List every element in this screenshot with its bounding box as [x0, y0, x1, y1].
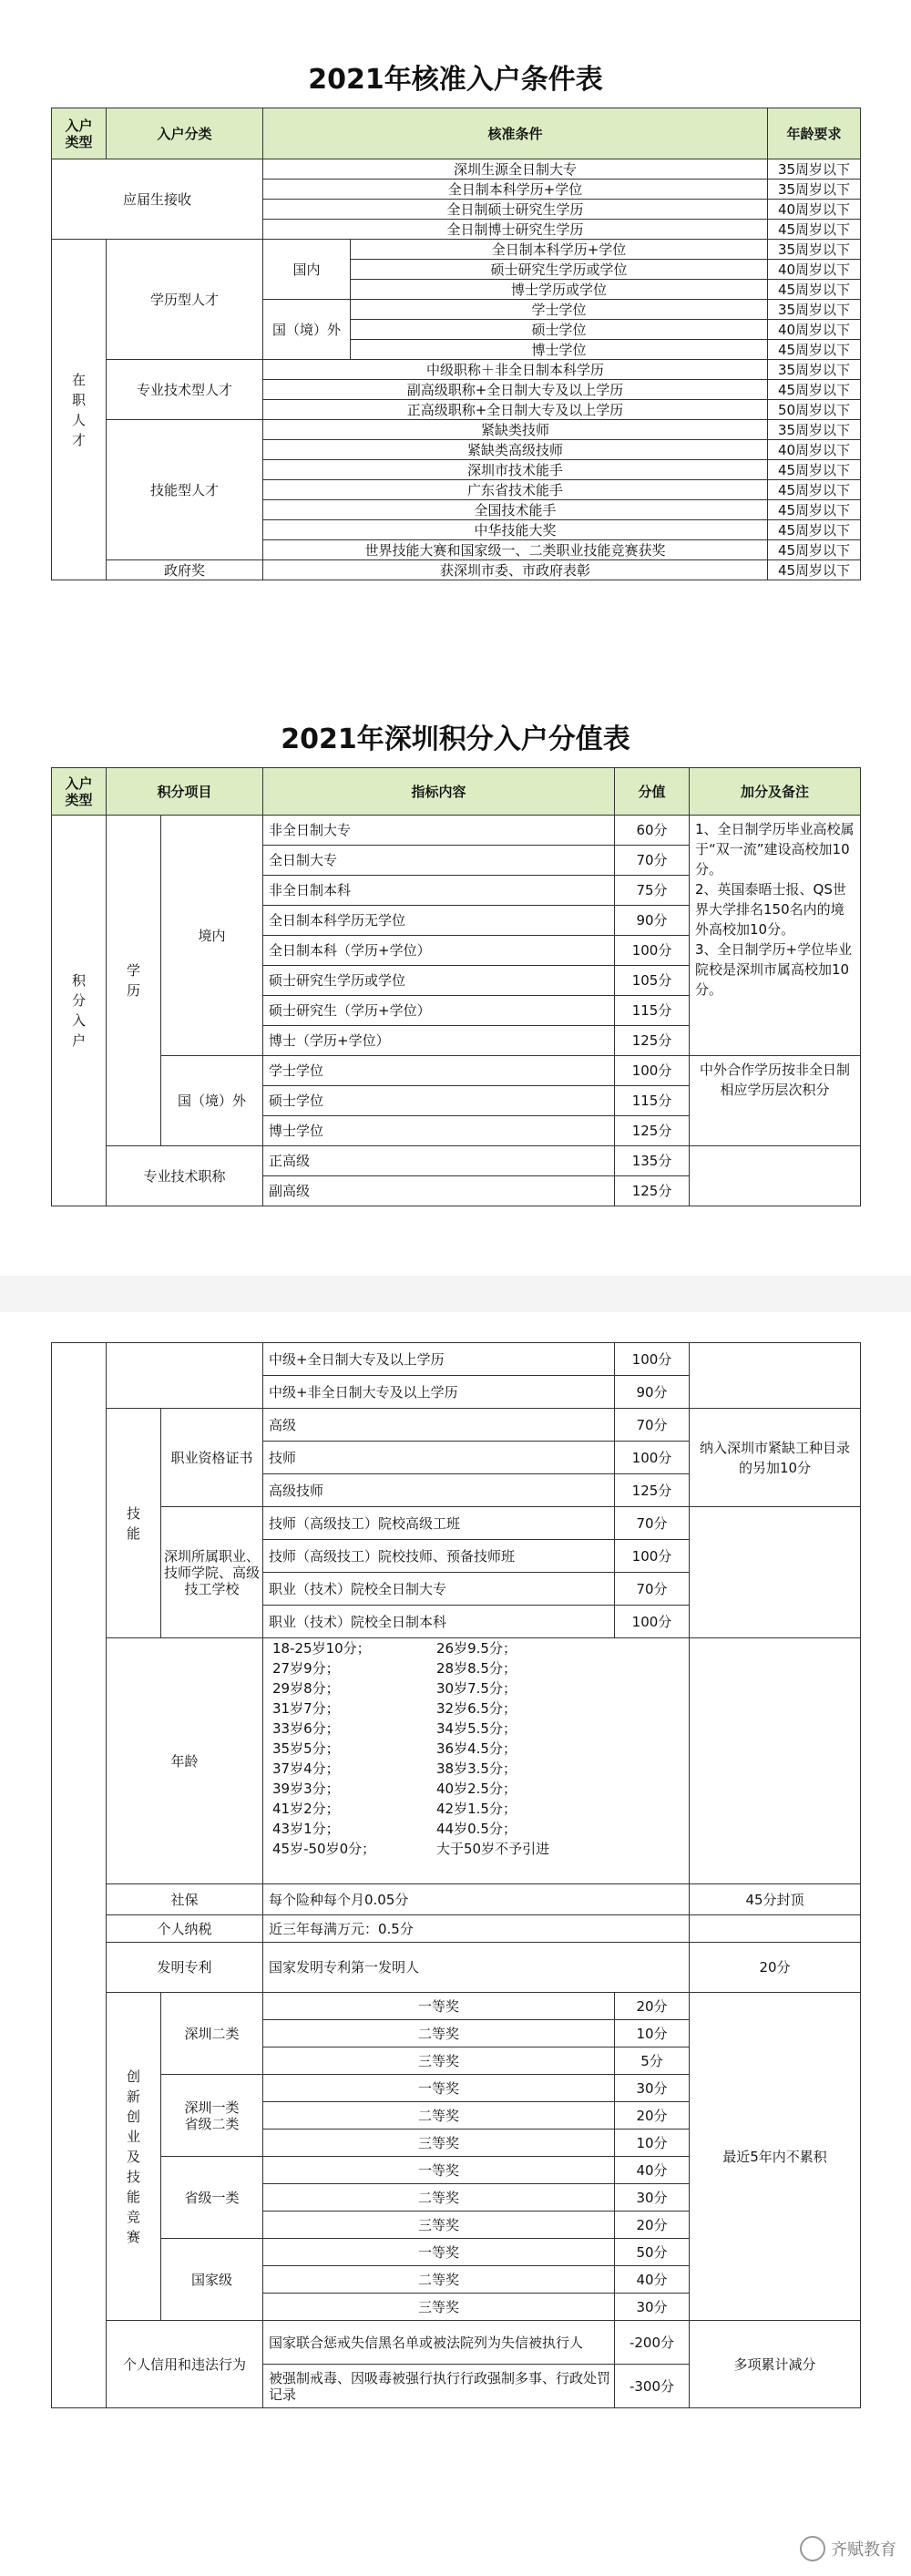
t2-header-content: 指标内容 [263, 768, 615, 816]
t3-award: 三等奖 [263, 2294, 615, 2321]
t3-sz1: 深圳一类 省级二类 [161, 2075, 263, 2157]
t3-score: 10分 [615, 2020, 690, 2047]
t3-content: 高级技师 [263, 1474, 615, 1507]
t2-score: 125分 [615, 1176, 690, 1206]
t2-score: 60分 [615, 816, 690, 846]
t2-content: 副高级 [263, 1176, 615, 1206]
t1-age: 35周岁以下 [768, 300, 861, 320]
age-item: 42岁1.5分； [436, 1801, 517, 1817]
t3-content: 职业（技术）院校全日制本科 [263, 1606, 615, 1638]
age-item: 32岁6.5分； [436, 1700, 517, 1717]
t3-prov1: 省级一类 [161, 2157, 263, 2239]
t3-skill: 技能 [107, 1409, 161, 1638]
t1-header-condition: 核准条件 [263, 108, 768, 159]
t3-award: 二等奖 [263, 2266, 615, 2294]
t2-score: 100分 [615, 1056, 690, 1086]
t3-content: 高级 [263, 1409, 615, 1442]
t1-age: 45周岁以下 [768, 480, 861, 500]
t1-gov-cat: 政府奖 [107, 560, 263, 580]
t3-score: 100分 [615, 1442, 690, 1474]
age-item: 31岁7分； [272, 1700, 340, 1717]
t3-credit: 个人信用和违法行为 [107, 2321, 263, 2408]
t1-skill-cat: 技能型人才 [107, 420, 263, 560]
t3-score-empty [690, 1915, 861, 1943]
t1-cond: 中华技能大奖 [263, 520, 768, 540]
t3-score: 30分 [615, 2075, 690, 2102]
t1-cond: 全日制本科学历+学位 [351, 240, 768, 260]
t1-cond: 获深圳市委、市政府表彰 [263, 560, 768, 580]
t1-age: 45周岁以下 [768, 380, 861, 400]
t2-score: 115分 [615, 1086, 690, 1116]
age-item: 44岁0.5分； [436, 1821, 517, 1837]
t2-score: 125分 [615, 1026, 690, 1056]
t3-score: 100分 [615, 1343, 690, 1376]
t3-score: 70分 [615, 1507, 690, 1540]
t2-note2: 中外合作学历按非全日制相应学历层次积分 [690, 1056, 861, 1146]
t2-content: 非全日制大专 [263, 816, 615, 846]
t3-content: 技师（高级技工）院校高级工班 [263, 1507, 615, 1540]
t2-score: 70分 [615, 846, 690, 876]
t3-award: 二等奖 [263, 2020, 615, 2047]
t1-cond: 全日制硕士研究生学历 [263, 200, 768, 220]
t1-pro-cat: 专业技术型人才 [107, 360, 263, 420]
t3-age-scores [263, 1638, 690, 1884]
t2-header-item: 积分项目 [107, 768, 263, 816]
t1-header-age: 年龄要求 [768, 108, 861, 159]
t2-edu: 学历 [107, 816, 161, 1146]
t3-patent-text: 国家发明专利第一发明人 [263, 1943, 690, 1993]
t2-content: 博士（学历+学位） [263, 1026, 615, 1056]
t2-content: 全日制本科（学历+学位） [263, 936, 615, 966]
table1 [51, 108, 861, 580]
age-left [272, 1638, 436, 1859]
t2-score: 100分 [615, 936, 690, 966]
t1-cond: 广东省技术能手 [263, 480, 768, 500]
age-item: 36岁4.5分； [436, 1740, 517, 1757]
t1-age: 35周岁以下 [768, 240, 861, 260]
t3-score: 20分 [615, 1993, 690, 2020]
t1-cond: 中级职称＋非全日制本科学历 [263, 360, 768, 380]
table2 [51, 767, 861, 1206]
age-item: 28岁8.5分； [436, 1660, 517, 1677]
t3-content: 国家联合惩戒失信黑名单或被法院列为失信被执行人 [263, 2321, 615, 2365]
t3-score: 100分 [615, 1540, 690, 1573]
t3-type-cont [52, 1343, 107, 2408]
age-item: 26岁9.5分； [436, 1640, 517, 1657]
t2-content: 博士学位 [263, 1116, 615, 1146]
wechat-logo-icon [800, 2536, 825, 2561]
t3-age: 年龄 [107, 1638, 263, 1884]
t2-note1: 1、全日制学历毕业高校属于“双一流”建设高校加10分。 2、英国泰晤士报、QS世界大学排名150名内的境外高校加10分。 3、全日制学历+学位毕业院校是深圳市属高校加10分。 [690, 816, 861, 1056]
t3-award: 一等奖 [263, 2075, 615, 2102]
t3-score: -200分 [615, 2321, 690, 2365]
t3-score: 20分 [615, 2212, 690, 2239]
t1-cond: 紧缺类技师 [263, 420, 768, 440]
t1-cond: 全国技术能手 [263, 500, 768, 520]
t3-score-empty [690, 1638, 861, 1884]
t1-domestic: 国内 [263, 240, 351, 300]
t2-content: 硕士研究生（学历+学位） [263, 996, 615, 1026]
t3-content: 中级+全日制大专及以上学历 [263, 1343, 615, 1376]
t3-score: 30分 [615, 2294, 690, 2321]
age-item: 34岁5.5分； [436, 1720, 517, 1737]
t3-score: 70分 [615, 1573, 690, 1606]
t3-social: 社保 [107, 1884, 263, 1915]
t3-content: 职业（技术）院校全日制大专 [263, 1573, 615, 1606]
t1-foreign: 国（境）外 [263, 300, 351, 360]
t2-content: 全日制本科学历无学位 [263, 906, 615, 936]
age-item: 35岁5分； [272, 1740, 340, 1757]
t2-note-empty [690, 1146, 861, 1206]
t2-score: 125分 [615, 1116, 690, 1146]
t3-award: 一等奖 [263, 1993, 615, 2020]
t1-age: 45周岁以下 [768, 220, 861, 240]
t2-score: 105分 [615, 966, 690, 996]
age-item: 43岁1分； [272, 1821, 340, 1837]
t2-content: 非全日制本科 [263, 876, 615, 906]
t1-cond: 博士学位 [351, 340, 768, 360]
t3-score: 10分 [615, 2130, 690, 2157]
t1-age: 40周岁以下 [768, 200, 861, 220]
age-item: 30岁7.5分； [436, 1680, 517, 1697]
t3-tax-text: 近三年每满万元：0.5分 [263, 1915, 690, 1943]
t3-tax: 个人纳税 [107, 1915, 263, 1943]
t3-innov: 创新创业及技能竞赛 [107, 1993, 161, 2321]
t2-foreign: 国（境）外 [161, 1056, 263, 1146]
t3-score: 30分 [615, 2184, 690, 2212]
t2-domestic: 境内 [161, 816, 263, 1056]
t3-social-note: 45分封顶 [690, 1884, 861, 1915]
t1-employed-type: 在职人才 [52, 240, 107, 580]
t1-age: 45周岁以下 [768, 500, 861, 520]
t1-cond: 世界技能大赛和国家级一、二类职业技能竞赛获奖 [263, 540, 768, 560]
table1-title: 2021年核准入户条件表 [308, 64, 603, 96]
t2-header-type: 入户 类型 [52, 768, 107, 816]
t1-header-category: 入户分类 [107, 108, 263, 159]
t3-note-empty [690, 1343, 861, 1409]
t3-patent: 发明专利 [107, 1943, 263, 1993]
t2-content: 全日制大专 [263, 846, 615, 876]
t3-score: -300分 [615, 2365, 690, 2408]
t2-content: 硕士学位 [263, 1086, 615, 1116]
age-item: 37岁4分； [272, 1760, 340, 1777]
t1-edu-cat: 学历型人才 [107, 240, 263, 360]
t3-award: 一等奖 [263, 2239, 615, 2266]
t3-award: 二等奖 [263, 2102, 615, 2130]
t1-header-type: 入户 类型 [52, 108, 107, 159]
watermark-text: 齐赋教育 [831, 2540, 896, 2560]
t1-cond: 副高级职称+全日制大专及以上学历 [263, 380, 768, 400]
t1-cond: 紧缺类高级技师 [263, 440, 768, 460]
t3-sz2: 深圳二类 [161, 1993, 263, 2075]
t2-header-score: 分值 [615, 768, 690, 816]
t2-content: 学士学位 [263, 1056, 615, 1086]
t1-age: 40周岁以下 [768, 320, 861, 340]
t3-social-text: 每个险种每个月0.05分 [263, 1884, 690, 1915]
age-item: 39岁3分； [272, 1781, 340, 1797]
t3-score: 20分 [615, 2102, 690, 2130]
age-item: 38岁3.5分； [436, 1760, 517, 1777]
t3-score: 125分 [615, 1474, 690, 1507]
t1-age: 50周岁以下 [768, 400, 861, 420]
t3-innov-note: 最近5年内不累积 [690, 1993, 861, 2321]
t3-nat: 国家级 [161, 2239, 263, 2321]
t3-award: 二等奖 [263, 2184, 615, 2212]
t3-title-cont [107, 1343, 263, 1409]
t1-age: 45周岁以下 [768, 460, 861, 480]
t3-score: 5分 [615, 2047, 690, 2075]
t3-award: 三等奖 [263, 2212, 615, 2239]
t1-age: 45周岁以下 [768, 540, 861, 560]
t1-age: 35周岁以下 [768, 420, 861, 440]
t3-score: 50分 [615, 2239, 690, 2266]
t1-age: 45周岁以下 [768, 560, 861, 580]
t1-cond: 硕士研究生学历或学位 [351, 260, 768, 280]
t1-age: 40周岁以下 [768, 440, 861, 460]
t3-score: 40分 [615, 2157, 690, 2184]
t3-score: 40分 [615, 2266, 690, 2294]
t1-cond: 深圳生源全日制大专 [263, 159, 768, 180]
age-item: 33岁6分； [272, 1720, 340, 1737]
watermark [800, 2536, 896, 2561]
t3-school: 深圳所属职业、技师学院、高级技工学校 [161, 1507, 263, 1638]
t3-score: 100分 [615, 1606, 690, 1638]
age-item: 27岁9分； [272, 1660, 340, 1677]
page-gap [0, 1276, 911, 1312]
t3-patent-score: 20分 [690, 1943, 861, 1993]
table3 [51, 1342, 861, 2408]
t1-age: 35周岁以下 [768, 180, 861, 200]
t1-cond: 学士学位 [351, 300, 768, 320]
t3-cert-note: 纳入深圳市紧缺工种目录的另加10分 [690, 1409, 861, 1507]
t1-age: 45周岁以下 [768, 340, 861, 360]
t1-cond: 硕士学位 [351, 320, 768, 340]
t1-cond: 全日制博士研究生学历 [263, 220, 768, 240]
t3-note-empty [690, 1507, 861, 1638]
age-item: 40岁2.5分； [436, 1781, 517, 1797]
t3-content: 技师 [263, 1442, 615, 1474]
t2-header-note: 加分及备注 [690, 768, 861, 816]
t3-cert: 职业资格证书 [161, 1409, 263, 1507]
t1-age: 45周岁以下 [768, 280, 861, 300]
t1-age: 40周岁以下 [768, 260, 861, 280]
t3-content: 中级+非全日制大专及以上学历 [263, 1376, 615, 1409]
t2-content: 硕士研究生学历或学位 [263, 966, 615, 996]
t2-type: 积分入户 [52, 816, 107, 1206]
t1-age: 35周岁以下 [768, 360, 861, 380]
table2-title: 2021年深圳积分入户分值表 [281, 724, 630, 755]
age-item: 45岁-50岁0分； [272, 1841, 376, 1857]
t2-score: 115分 [615, 996, 690, 1026]
t3-score: 90分 [615, 1376, 690, 1409]
t3-content: 被强制戒毒、因吸毒被强行执行行政强制多事、行政处罚记录 [263, 2365, 615, 2408]
age-right [436, 1638, 549, 1859]
t1-fresh-grad: 应届生接收 [52, 159, 263, 240]
t3-credit-note: 多项累计减分 [690, 2321, 861, 2408]
age-item: 41岁2分； [272, 1801, 340, 1817]
t1-cond: 博士学历或学位 [351, 280, 768, 300]
t2-title-cat: 专业技术职称 [107, 1146, 263, 1206]
t1-cond: 正高级职称+全日制大专及以上学历 [263, 400, 768, 420]
t3-content: 技师（高级技工）院校技师、预备技师班 [263, 1540, 615, 1573]
t3-award: 三等奖 [263, 2047, 615, 2075]
t1-cond: 深圳市技术能手 [263, 460, 768, 480]
t1-cond: 全日制本科学历+学位 [263, 180, 768, 200]
age-item: 大于50岁不予引进 [436, 1841, 550, 1857]
t1-age: 45周岁以下 [768, 520, 861, 540]
t2-score: 75分 [615, 876, 690, 906]
age-item: 29岁8分； [272, 1680, 340, 1697]
t2-content: 正高级 [263, 1146, 615, 1176]
t3-award: 一等奖 [263, 2157, 615, 2184]
t2-score: 90分 [615, 906, 690, 936]
t3-award: 三等奖 [263, 2130, 615, 2157]
age-item: 18-25岁10分； [272, 1640, 371, 1657]
t3-score: 70分 [615, 1409, 690, 1442]
t2-score: 135分 [615, 1146, 690, 1176]
t1-age: 35周岁以下 [768, 159, 861, 180]
